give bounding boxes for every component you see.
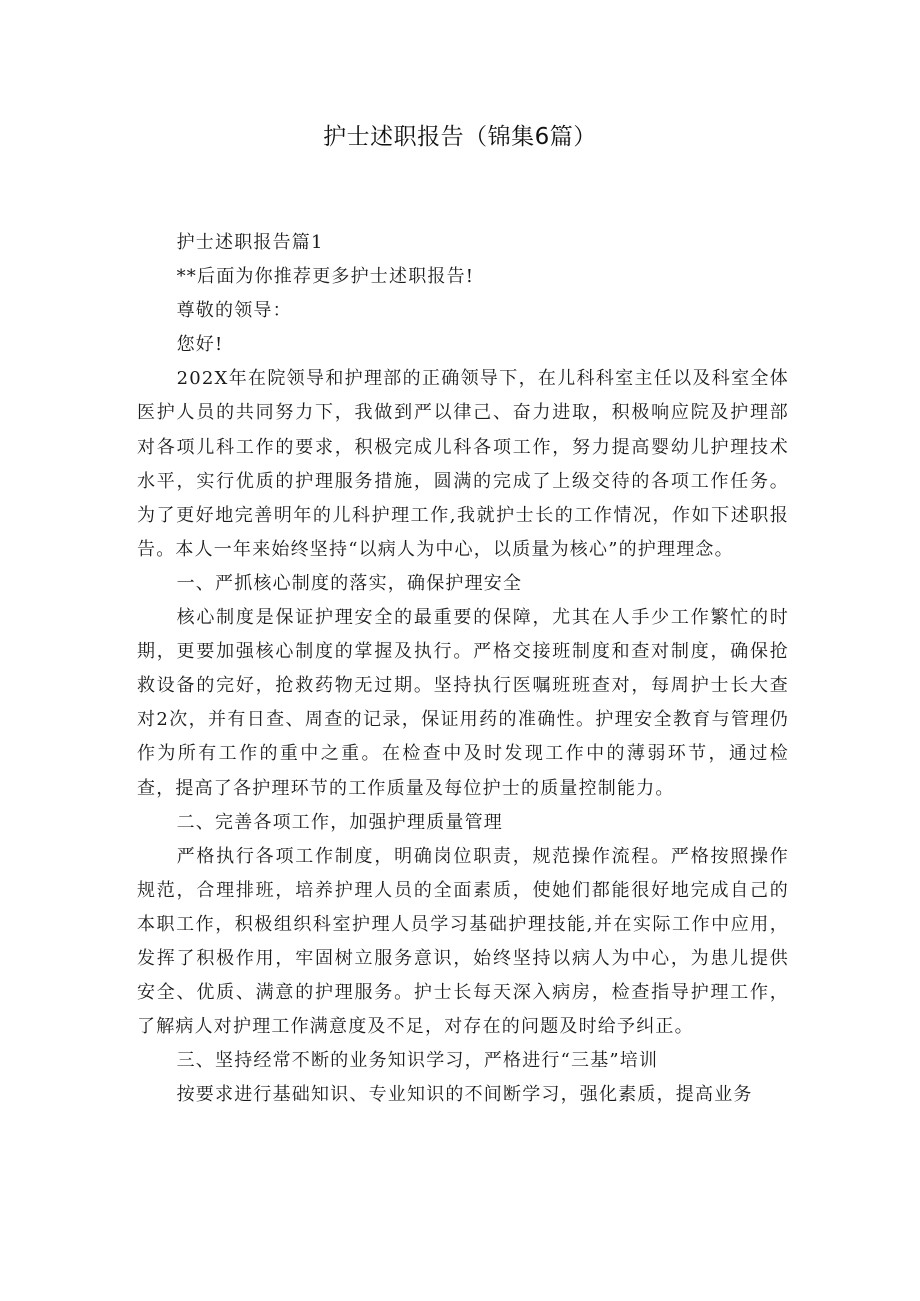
subsection-heading: 三、坚持经常不断的业务知识学习，严格进行“三基”培训 xyxy=(176,1050,659,1072)
body-paragraph: 按要求进行基础知识、专业知识的不间断学习，强化素质，提高业务 xyxy=(176,1084,753,1106)
body-paragraph: 核心制度是保证护理安全的最重要的保障，尤其在人手少工作繁忙的时期，更要加强核心制度的掌握及执行。严格交接班制度和查对制度，确保抢救设备的完好，抢救药物无过期。坚持执行医嘱班班查对，每周护士长大查对2次，并有日查、周查的记录，保证用药的准确性。护理安全教育与管理仍作为所有工作的重中之重。在检查中及时发现工作中的薄弱环节，通过检查，提高了各护理环节的工作质量及每位护士的质量控制能力。 xyxy=(137,607,789,799)
salutation: 尊敬的领导： xyxy=(176,300,292,322)
document-title: 护士述职报告（锦集6篇） xyxy=(323,124,597,150)
subsection-heading: 一、严抓核心制度的落实，确保护理安全 xyxy=(176,572,523,594)
section-heading: 护士述职报告篇1 xyxy=(176,232,324,253)
body-paragraph: 202X年在院领导和护理部的正确领导下，在儿科科室主任以及科室全体医护人员的共同努力下，我做到严以律己、奋力进取，积极响应院及护理部对各项儿科工作的要求，积极完成儿科各项工作，努力提高婴幼儿护理技术水平，实行优质的护理服务措施，圆满的完成了上级交待的各项工作任务。为了更好地完善明年的儿科护理工作,我就护士长的工作情况，作如下述职报告。本人一年来始终坚持“以病人为中心，以质量为核心”的护理理念。 xyxy=(137,368,789,560)
recommendation-note: **后面为你推荐更多护士述职报告! xyxy=(176,266,475,288)
body-paragraph: 严格执行各项工作制度，明确岗位职责，规范操作流程。严格按照操作规范，合理排班，培养护理人员的全面素质，使她们都能很好地完成自己的本职工作，积极组织科室护理人员学习基础护理技能,并在实际工作中应用，发挥了积极作用，牢固树立服务意识，始终坚持以病人为中心，为患儿提供安全、优质、满意的护理服务。护士长每天深入病房，检查指导护理工作，了解病人对护理工作满意度及不足，对存在的问题及时给予纠正。 xyxy=(137,845,789,1038)
document-body xyxy=(137,226,789,1112)
subsection-heading: 二、完善各项工作，加强护理质量管理 xyxy=(176,811,503,833)
greeting: 您好! xyxy=(176,334,224,356)
